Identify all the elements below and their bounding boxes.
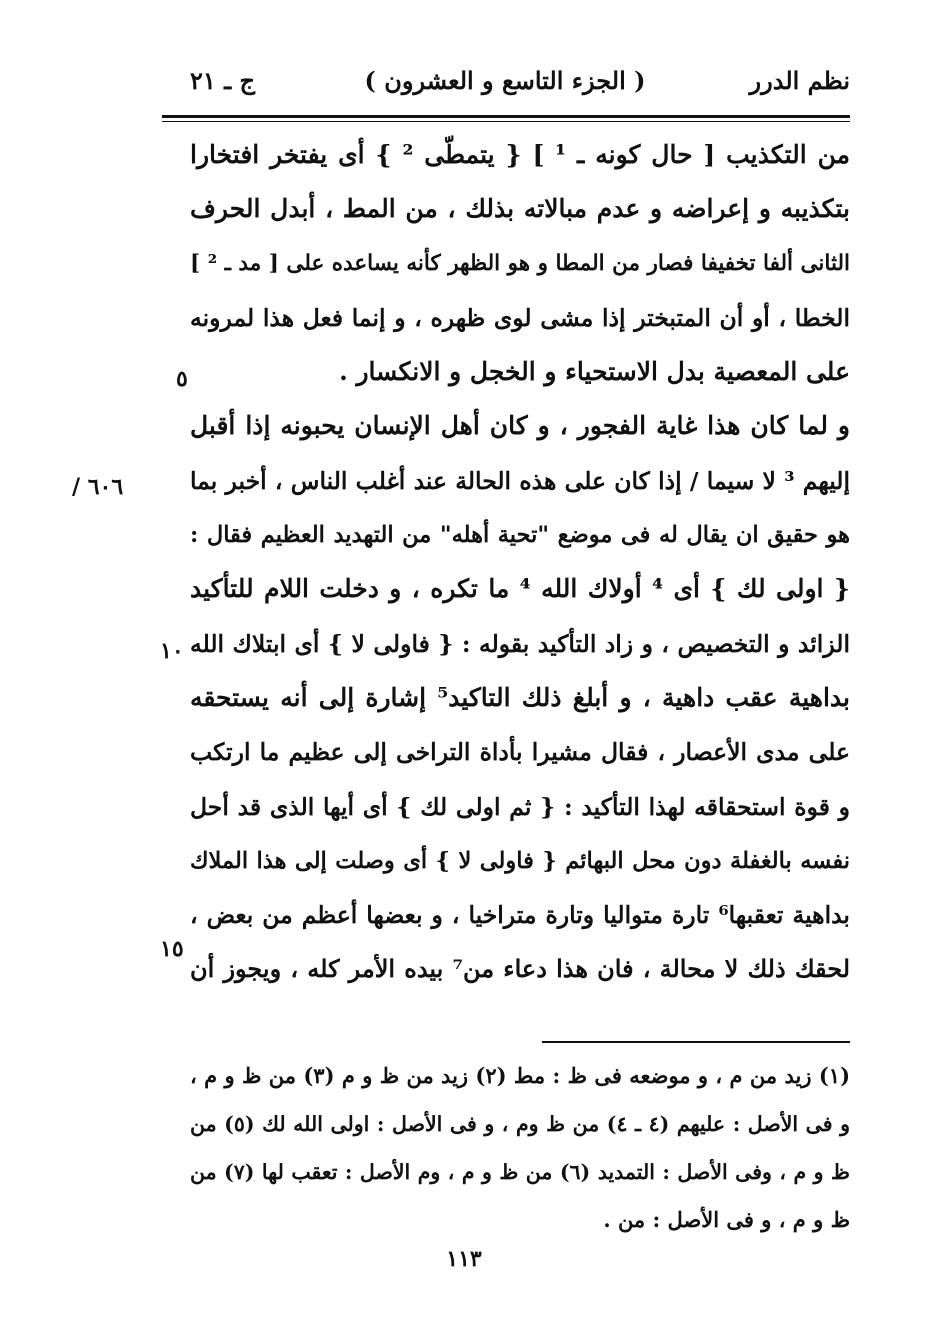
- text-line: على مدى الأعصار ، فقال مشيرا بأداة التراخى إلى عظيم ما ارتكب: [190, 738, 850, 767]
- text-line: بداهية تعقبها⁶ تارة متواليا وتارة متراخيا ، و بعضها أعظم من بعض ،: [190, 901, 850, 930]
- header-rule-thick: [162, 115, 850, 118]
- text-line: الزائد و التخصيص ، و زاد التأكيد بقوله : { فاولى لا } أى ابتلاك الله: [190, 629, 850, 658]
- text-line: نفسه بالغفلة دون محل البهائم { فاولى لا } أى وصلت إلى هذا الملاك: [190, 847, 850, 874]
- footnote-line: (١) زيد من م ، و موضعه فى ظ : مط (٢) زيد من ظ و م (٣) من ظ و م ،: [190, 1063, 850, 1088]
- footnote-line: و فى الأصل : عليهم (٤ ـ ٤) من ظ وم ، و فى الأصل : اولى الله لك (٥) من: [190, 1112, 850, 1136]
- footnote-line: ظ و م ، و فى الأصل : من .: [603, 1207, 850, 1232]
- text-line: بداهية عقب داهية ، و أبلغ ذلك التاكيد⁵ إشارة إلى أنه يستحقه: [190, 682, 850, 712]
- text-line: من التكذيب [ حال كونه ـ ¹ ] { يتمطّى ² } أى يفتخر افتخارا: [190, 140, 850, 169]
- line-number-15: ١٥: [160, 936, 184, 962]
- text-line: و لما كان هذا غاية الفجور ، و كان أهل الإنسان يحبونه إذا أقبل: [190, 411, 850, 441]
- volume-number: ج ـ ٢١: [190, 66, 256, 95]
- footnote-rule: [542, 1041, 850, 1043]
- text-line: على المعصية بدل الاستحياء و الخجل و الانكسار .: [339, 357, 850, 387]
- line-number-5: ٥: [176, 366, 188, 392]
- text-line: بتكذيبه و إعراضه و عدم مبالاته بذلك ، من المط ، أبدل الحرف: [190, 194, 850, 224]
- text-line: الخطا ، أو أن المتبختر إذا مشى لوى ظهره ، و إنما فعل هذا لمرونه: [190, 303, 850, 332]
- header-rule-thin: [162, 121, 850, 122]
- text-line: الثانى ألفا تخفيفا فصار من المطا و هو الظهر كأنه يساعده على [ مد ـ ² ]: [190, 250, 850, 276]
- margin-page-reference: ٦٠٦ /: [72, 474, 124, 500]
- line-number-10: ١٠: [160, 638, 184, 664]
- page-number: ١١٣: [446, 1246, 482, 1272]
- text-line: و قوة استحقاقه لهذا التأكيد : { ثم اولى لك } أى أيها الذى قد أحل: [190, 792, 850, 821]
- text-line: إليهم ³ لا سيما / إذا كان على هذه الحالة عند أغلب الناس ، أخبر بما: [190, 466, 850, 495]
- text-line: هو حقيق ان يقال له فى موضع "تحية أهله" من التهديد العظيم فقال :: [190, 522, 850, 549]
- main-text: [190, 128, 850, 997]
- text-line: لحقك ذلك لا محالة ، فان هذا دعاء من⁷ بيده الأمر كله ، ويجوز أن: [190, 954, 850, 984]
- footnote-line: ظ و م ، وفى الأصل : التمديد (٦) من ظ و م ، وم الأصل : تعقب لها (٧) من: [190, 1160, 850, 1184]
- running-header: [160, 66, 850, 106]
- part-title: ( الجزء التاسع و العشرون ): [364, 66, 646, 95]
- footnotes: [190, 1052, 850, 1244]
- text-line: { اولى لك } أى ⁴ أولاك الله ⁴ ما تكره ، و دخلت اللام للتأكيد: [190, 574, 850, 604]
- book-title: نظم الدرر: [749, 66, 850, 95]
